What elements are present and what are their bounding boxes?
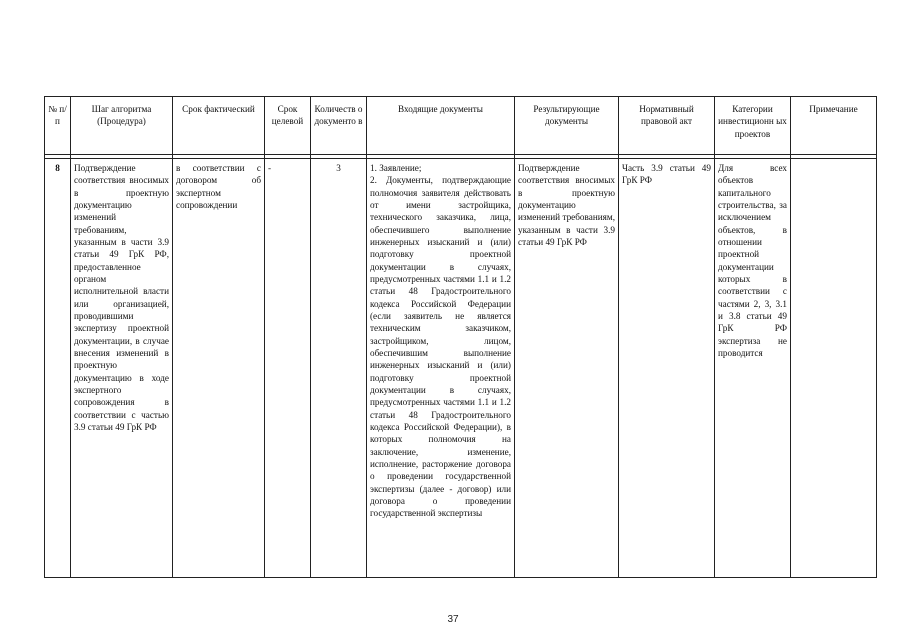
header-note: Примечание	[791, 97, 877, 155]
target-term-cell: -	[265, 159, 311, 578]
legal-act-cell: Часть 3.9 статьи 49 ГрК РФ	[619, 159, 715, 578]
header-legal-act: Нормативный правовой акт	[619, 97, 715, 155]
page-number: 37	[447, 614, 459, 625]
header-doc-count: Количеств о документо в	[311, 97, 367, 155]
header-target-term: Срок целевой	[265, 97, 311, 155]
incoming-docs-cell	[367, 159, 515, 578]
doc-count-cell: 3	[311, 159, 367, 578]
row-number-cell: 8	[45, 159, 71, 578]
document-table-container	[44, 96, 876, 578]
incoming-docs-text: 1. Заявление; 2. Документы, подтверждающие полномочия заявителя действовать от имени застройщика, технического заказчика, лица, обеспечившего выполнение инженерных изысканий и (или) подготовку проектной документации в случаях, предусмотренных частями 1.1 и 1.2 статьи 48 Градостроительного кодекса Российской Федерации (если заявитель не является техническим заказчиком, застройщиком, лицом, обеспечившим выполнение инженерных изысканий и (или) подготовку проектной документации в случаях, предусмотренных частями 1.1 и 1.2 статьи 48 Градостроительного кодекса Российской Федерации), в которых полномочия на заключение, изменение, исполнение, расторжение договора о проведении государственной экспертизы (далее - договор) или договора о проведении государственной экспертизы	[370, 163, 511, 519]
table-row	[45, 159, 877, 578]
header-result-docs: Результирующие документы	[515, 97, 619, 155]
header-actual-term: Срок фактический	[173, 97, 265, 155]
categories-cell: Для всех объектов капитального строительства, за исключением объектов, в отношении проектной документации которых в соответствии с частями 2, 3, 3.1 и 3.8 статьи 49 ГрК РФ экспертиза не проводится	[715, 159, 791, 578]
note-cell	[791, 159, 877, 578]
table-header-row	[45, 97, 877, 155]
result-docs-cell: Подтверждение соответствия вносимых в проектную документацию изменений требованиям, указанным в части 3.9 статьи 49 ГрК РФ	[515, 159, 619, 578]
step-cell: Подтверждение соответствия вносимых в проектную документацию изменений требованиям, указанным в части 3.9 статьи 49 ГрК РФ, предоставленное органом исполнительной власти или организацией, проводившими экспертизу проектной документации, в случае внесения изменений в проектную документацию в ходе экспертного сопровождения в соответствии с частью 3.9 статьи 49 ГрК РФ	[71, 159, 173, 578]
header-incoming-docs: Входящие документы	[367, 97, 515, 155]
header-categories: Категории инвестиционн ых проектов	[715, 97, 791, 155]
header-step: Шаг алгоритма (Процедура)	[71, 97, 173, 155]
actual-term-cell: в соответствии с договором об экспертном сопровождении	[173, 159, 265, 578]
header-number: № п/п	[45, 97, 71, 155]
algorithm-table	[44, 96, 877, 578]
